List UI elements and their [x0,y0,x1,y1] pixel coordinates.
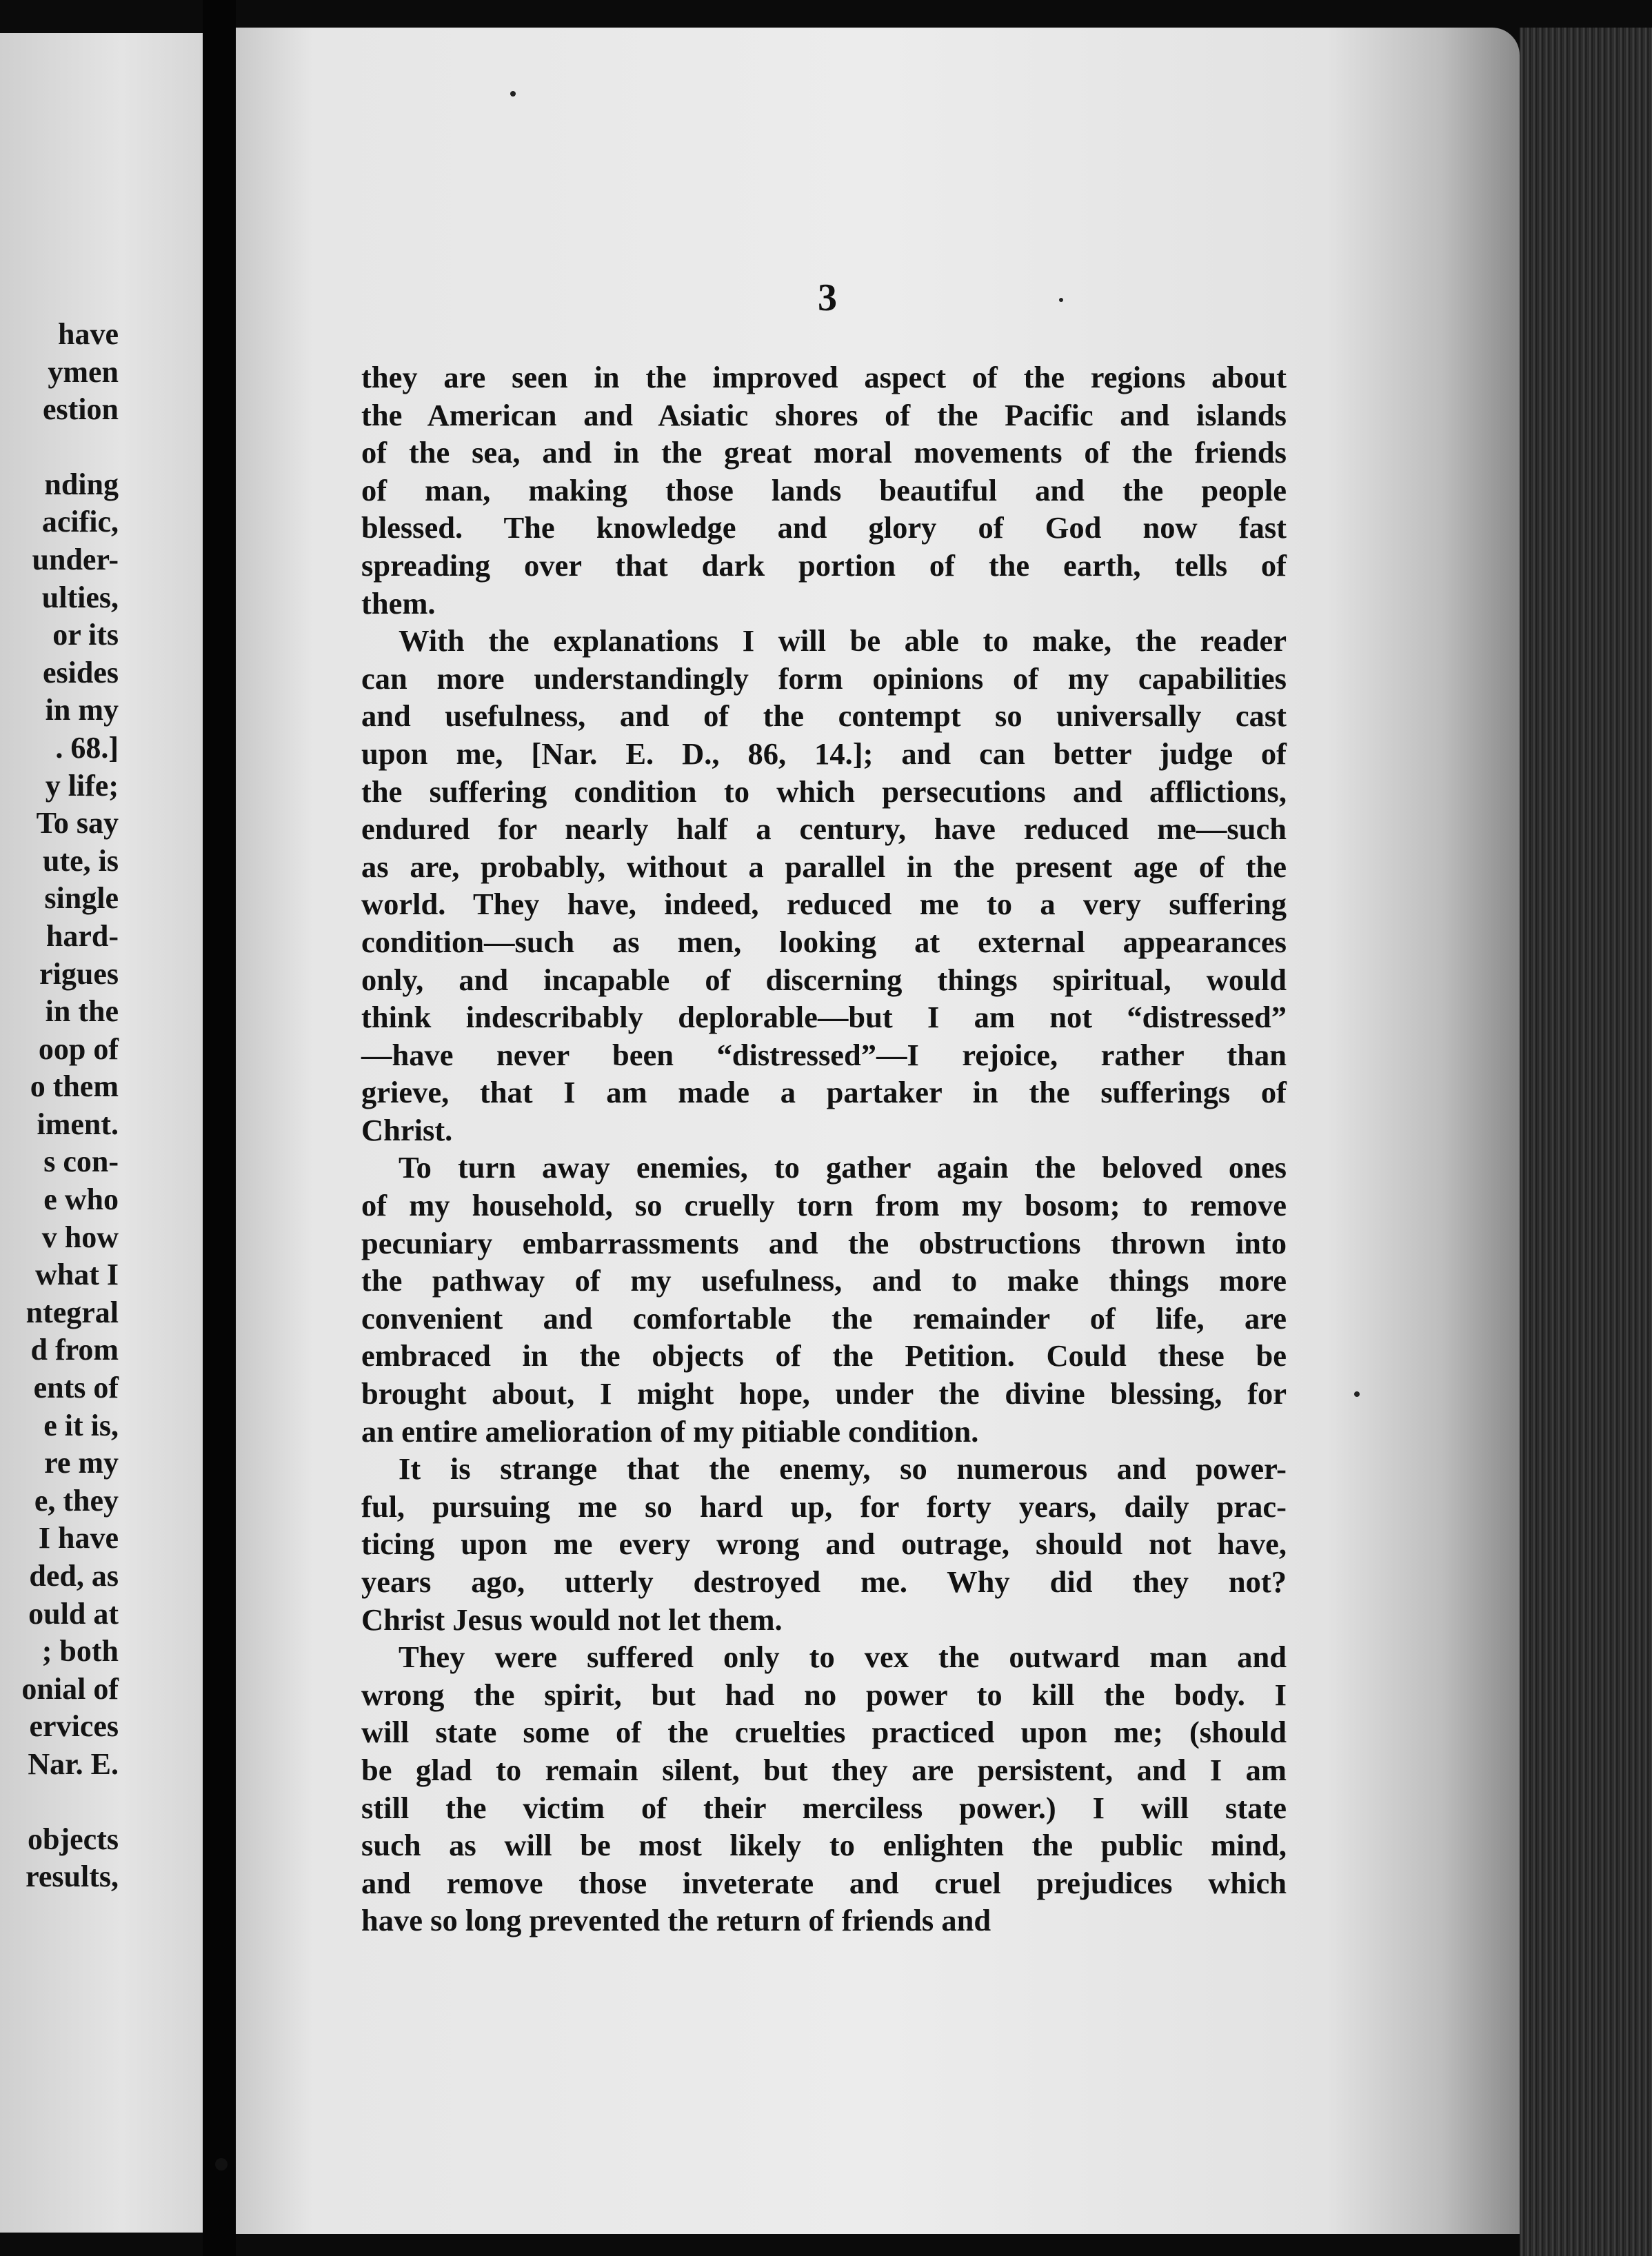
text-line: they are seen in the improved aspect of the regions about [361,360,1287,394]
left-page-line: under- [32,542,119,576]
left-page-line: v how [41,1220,119,1254]
text-line: and usefulness, and of the contempt so universally cast [361,698,1287,734]
paragraph [361,1638,1287,1940]
left-page-text [0,316,119,1896]
text-line: them. [361,585,436,621]
text-line: an entire amelioration of my pitiable condition. [361,1413,979,1449]
left-page-line: e it is, [43,1408,119,1442]
left-page-line: nding [44,467,119,501]
left-page-line: ute, is [43,843,119,878]
text-line: the American and Asiatic shores of the Pacific and islands [361,397,1287,432]
left-page-line: ntegral [26,1295,119,1329]
paragraph [361,622,1287,1149]
left-page-line: what I [34,1258,119,1292]
left-page-line: e who [43,1182,119,1217]
left-page-line: To say [36,806,119,840]
text-line: as are, probably, without a parallel in the present age of the [361,849,1287,884]
text-line: can more understandingly form opinions of my capabilities [361,661,1287,696]
text-line: only, and incapable of discerning things spiritual, would [361,962,1287,997]
left-page-line: oop of [38,1031,119,1066]
left-page-line: onial of [21,1671,119,1706]
text-line: To turn away enemies, to gather again the beloved ones [399,1150,1287,1185]
left-page-line: hard- [46,918,119,953]
left-page-line: s con- [43,1145,119,1179]
left-page-line: y life; [45,768,119,803]
text-line: the pathway of my usefulness, and to make things more [361,1263,1287,1298]
left-page-line: objects [28,1822,119,1856]
left-page-line: acific, [41,505,119,539]
text-line: be glad to remain silent, but they are persistent, and I am [361,1752,1287,1787]
body-text [361,359,1287,1940]
text-line: and remove those inveterate and cruel prejudices which [361,1865,1287,1900]
text-line: still the victim of their merciless power.) I will state [361,1790,1287,1825]
paragraph [361,359,1287,622]
left-page-line: ents of [33,1371,119,1405]
text-line: such as will be most likely to enlighten the public mind, [361,1828,1287,1863]
text-line: world. They have, indeed, reduced me to a very suffering [361,887,1287,922]
text-line: condition—such as men, looking at external appearances [361,924,1287,959]
text-line: With the explanations I will be able to make, the reader [399,623,1287,658]
left-page [0,33,203,2233]
left-page-line: esides [43,655,119,689]
ink-speck [215,2158,228,2171]
text-line: the suffering condition to which persecutions and afflictions, [361,774,1287,809]
left-page-line: o them [30,1069,119,1104]
text-line: ful, pursuing me so hard up, for forty years, daily prac- [361,1489,1287,1524]
left-page-line: e, they [34,1483,119,1518]
left-page-line: iment. [37,1107,119,1141]
text-line: pecuniary embarrassments and the obstructions thrown into [361,1225,1287,1260]
left-page-line: estion [43,392,119,427]
book-gutter [203,0,236,2256]
text-line: embraced in the objects of the Petition. Could these be [361,1338,1287,1373]
ink-speck [1059,298,1063,302]
text-line: It is strange that the enemy, so numerous and power- [399,1451,1287,1487]
text-line: wrong the spirit, but had no power to kill the body. I [361,1677,1287,1712]
left-page-line: ulties, [41,580,119,614]
left-page-gap [0,429,119,466]
text-line: years ago, utterly destroyed me. Why did they not? [361,1564,1287,1599]
left-page-line: ymen [48,354,119,389]
ink-speck [510,91,516,97]
text-line: endured for nearly half a century, have reduced me—such [361,812,1287,847]
left-page-line: ded, as [29,1559,119,1593]
left-page-line: in my [45,693,119,727]
left-page-gap [0,1784,119,1821]
text-line: grieve, that I am made a partaker in the sufferings of [361,1075,1287,1110]
left-page-line: ould at [28,1596,119,1631]
text-line: think indescribably deplorable—but I am not “distressed” [361,1000,1287,1035]
text-line: of the sea, and in the great moral movements of the friends [361,435,1287,470]
left-page-line: I have [38,1521,119,1555]
left-page-line: ; both [41,1634,119,1669]
text-line: ticing upon me every wrong and outrage, should not have, [361,1527,1287,1562]
ink-speck [1354,1391,1360,1397]
paragraph [361,1149,1287,1450]
left-page-line: results, [26,1860,119,1894]
left-page-line: Nar. E. [28,1746,119,1781]
text-line: upon me, [Nar. E. D., 86, 14.]; and can better judge of [361,736,1287,771]
text-line: convenient and comfortable the remainder of life, are [361,1300,1287,1336]
text-line: They were suffered only to vex the outward man and [399,1640,1287,1675]
text-line: of man, making those lands beautiful and the people [361,472,1287,507]
text-line: spreading over that dark portion of the earth, tells of [361,547,1287,583]
left-page-line: or its [52,618,119,652]
left-page-line: d from [30,1333,119,1367]
left-page-line: . 68.] [55,730,119,765]
left-page-line: rigues [39,956,119,991]
text-line: have so long prevented the return of friends and [361,1903,991,1938]
page-number: 3 [818,276,837,319]
text-line: Christ Jesus would not let them. [361,1602,783,1637]
paragraph [361,1450,1287,1638]
text-line: will state some of the cruelties practiced upon me; (should [361,1715,1287,1750]
page-edges [1520,28,1652,2256]
left-page-line: have [58,317,119,351]
left-page-line: re my [44,1446,119,1480]
left-page-line: single [44,881,119,916]
left-page-line: ervices [29,1709,119,1744]
text-line: brought about, I might hope, under the divine blessing, for [361,1376,1287,1411]
left-page-line: in the [45,994,119,1029]
text-line: Christ. [361,1112,453,1147]
text-line: —have never been “distressed”—I rejoice, rather than [361,1037,1287,1072]
text-line: of my household, so cruelly torn from my bosom; to remove [361,1188,1287,1223]
text-line: blessed. The knowledge and glory of God now fast [361,510,1287,545]
